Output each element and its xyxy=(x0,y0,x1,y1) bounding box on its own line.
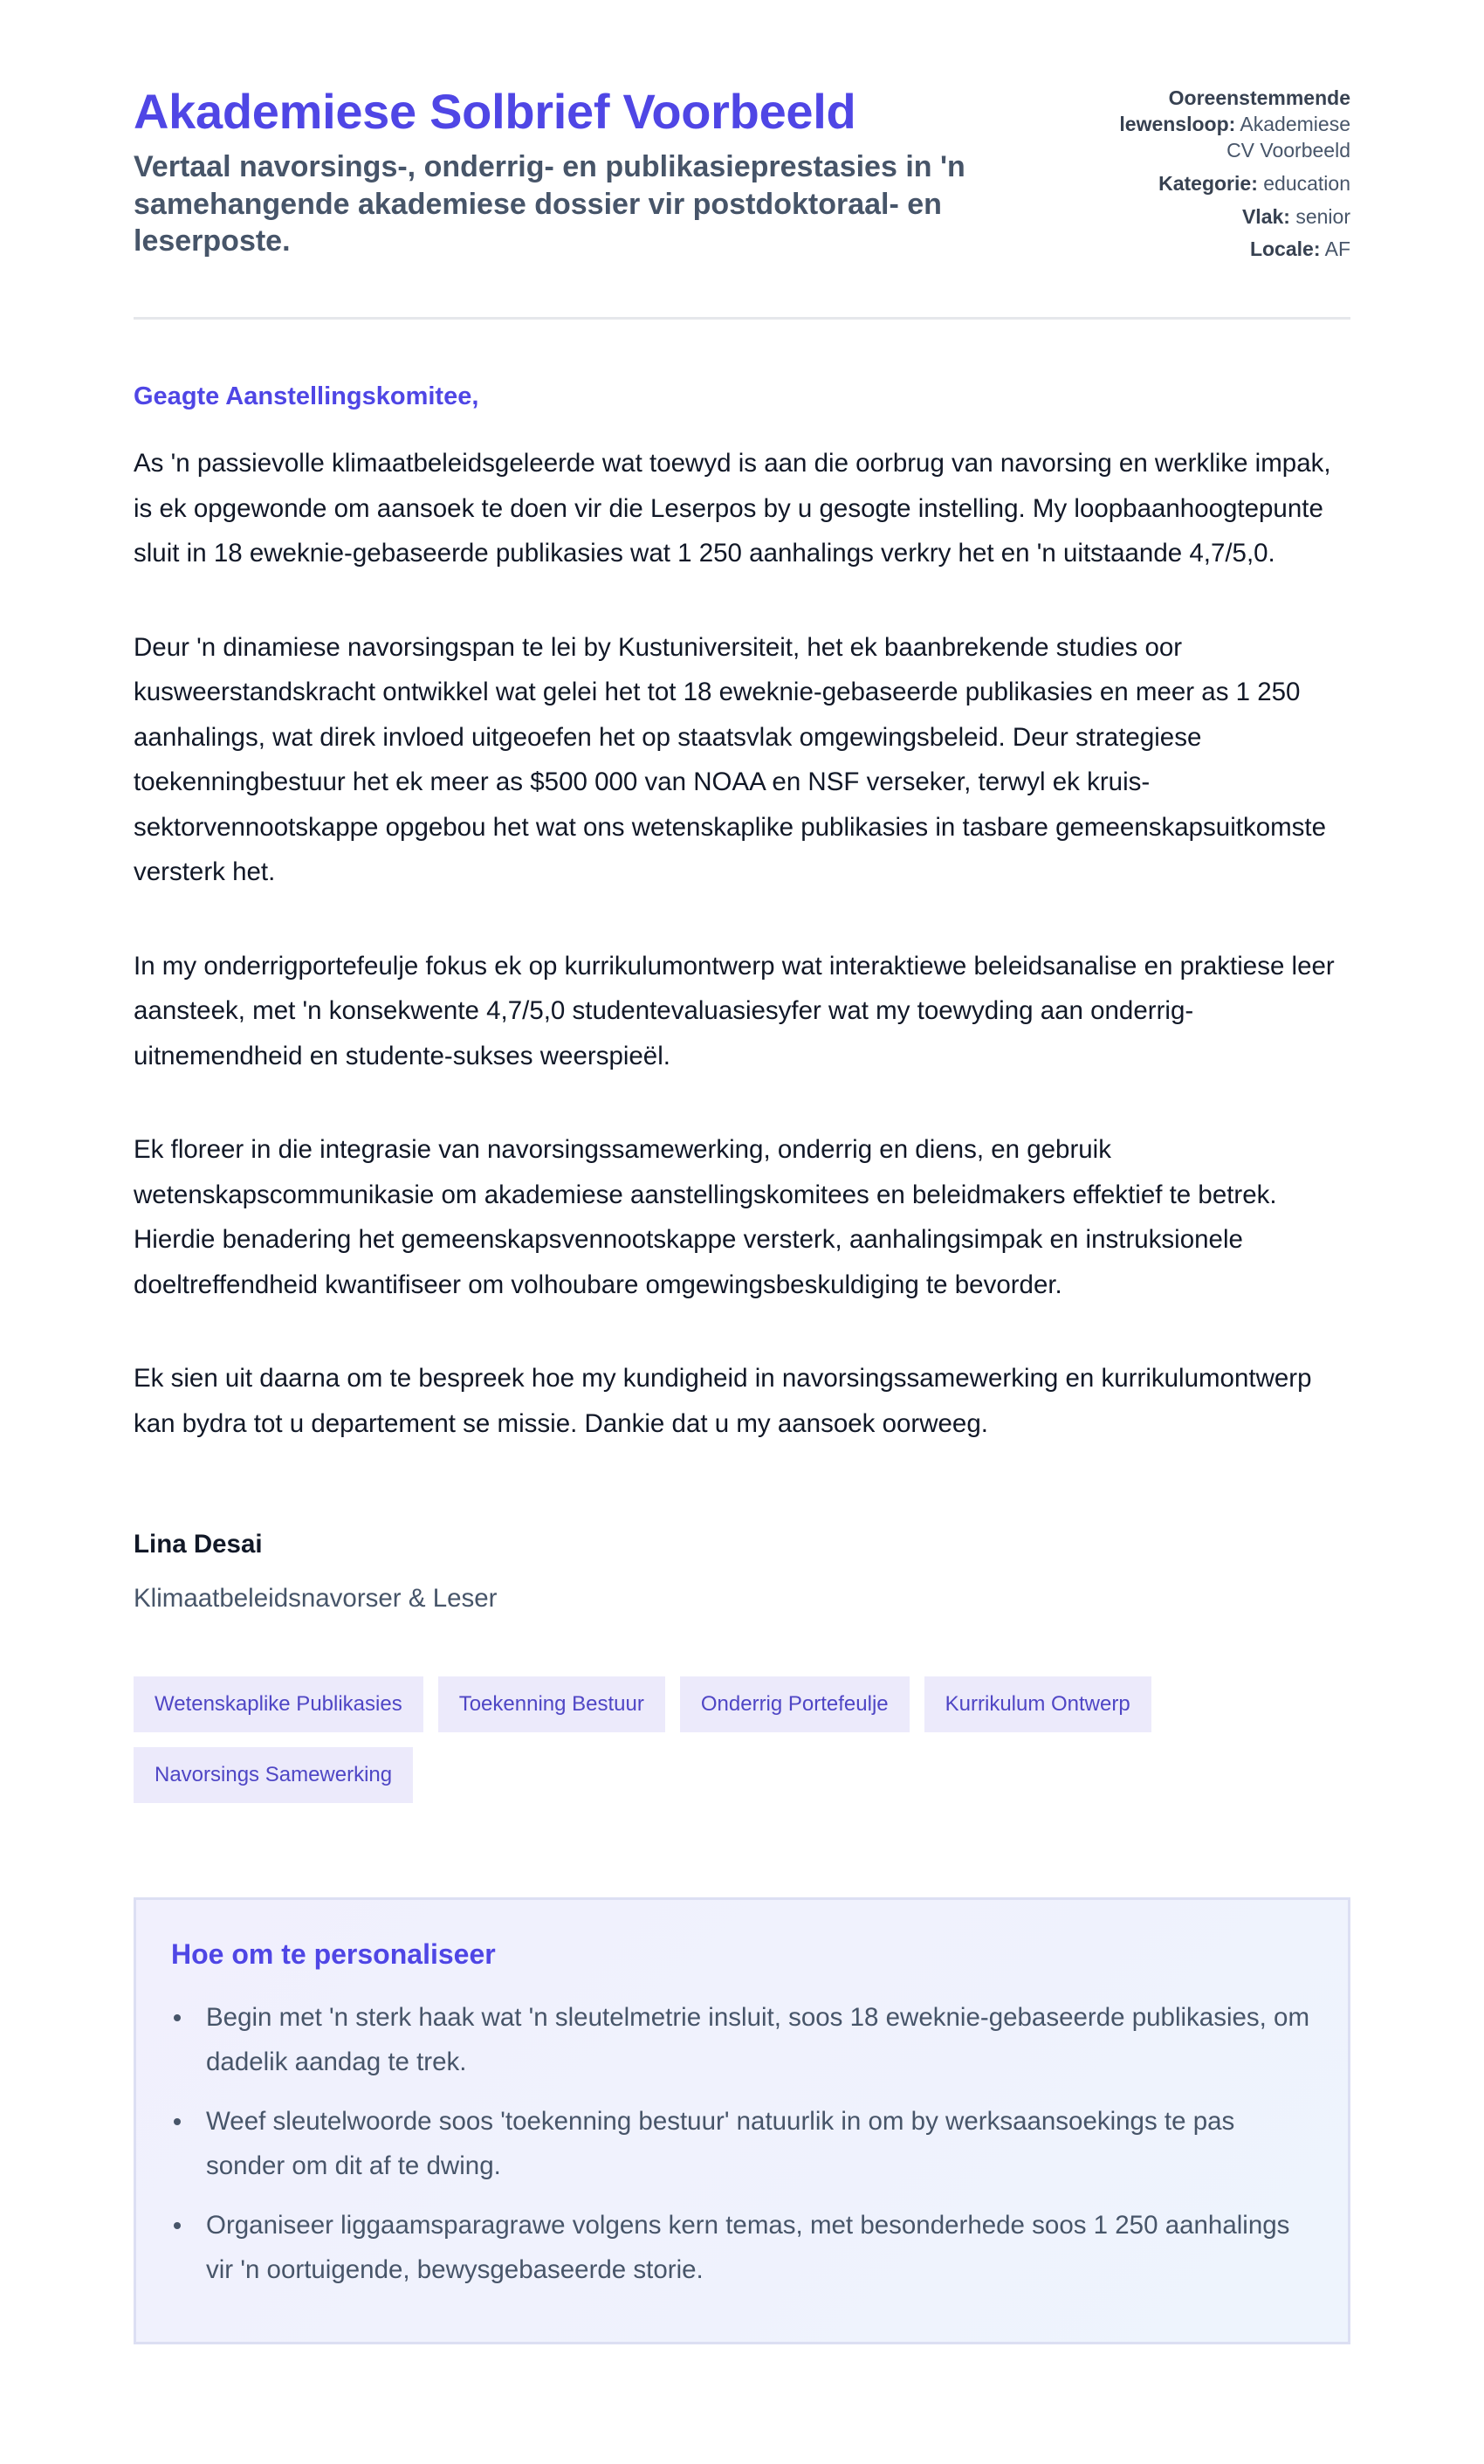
tip-item: Weef sleutelwoorde soos 'toekenning bestuur' natuurlik in om by werksaansoekings te pas sonder om dit af te dwing. xyxy=(171,2099,1313,2188)
keyword-tag: Navorsings Samewerking xyxy=(134,1747,413,1803)
page-title: Akademiese Solbrief Voorbeeld xyxy=(134,84,856,139)
meta-level-label: Vlak: xyxy=(1241,204,1290,228)
keyword-tags xyxy=(134,1676,1373,1803)
signature-block xyxy=(134,1530,1350,1614)
meta-locale-value: AF xyxy=(1324,237,1350,261)
tip-item: Begin met 'n sterk haak wat 'n sleutelmetrie insluit, soos 18 eweknie-gebaseerde publikasies, om dadelik aandag te trek. xyxy=(171,1995,1313,2084)
meta-category-label: Kategorie: xyxy=(1158,171,1258,195)
header-titles xyxy=(134,84,1059,260)
signature-title: Klimaatbeleidsnavorser & Leser xyxy=(134,1584,498,1614)
letter-paragraph: Deur 'n dinamiese navorsingspan te lei by Kustuniversiteit, het ek baanbrekende studies oor kusweerstandskracht ontwikkel wat gelei het tot 18 eweknie-gebaseerde publikasies en meer as 1 250 aanhalings, wat direk invloed uitgeoefen het op staatsvlak omgewingsbeleid. Deur strategiese toekenningbestuur het ek meer as $500 000 van NOAA en NSF verseker, terwyl ek kruis-sektorvennootskappe opgebou het wat ons wetenskaplike publikasies in tasbare gemeenskapsuitkomste versterk het. xyxy=(134,632,1327,887)
signature-name: Lina Desai xyxy=(134,1530,263,1559)
keyword-tag: Onderrig Portefeulje xyxy=(680,1676,910,1732)
keyword-tag: Toekenning Bestuur xyxy=(438,1676,665,1732)
tips-list xyxy=(171,1995,1313,2292)
personalization-tips-box xyxy=(134,1897,1350,2344)
meta-level xyxy=(1089,204,1350,231)
meta-category-value: education xyxy=(1263,171,1350,195)
meta-matching-resume xyxy=(1089,86,1350,164)
page-subtitle: Vertaal navorsings-, onderrig- en publikasieprestasies in 'n samehangende akademiese dossier vir postdoktoraal- en leserposte. xyxy=(134,150,965,258)
letter-paragraph: In my onderrigportefeulje fokus ek op kurrikulumontwerp wat interaktiewe beleidsanalise en praktiese leer aansteek, met 'n konsekwente 4,7/5,0 studentevaluasiesyfer wat my toewyding aan onderrig-uitnemendheid en studente-sukses weerspieël. xyxy=(134,951,1335,1070)
tip-item: Organiseer liggaamsparagrawe volgens kern temas, met besonderhede soos 1 250 aanhalings vir 'n oortuigende, bewysgebaseerde storie. xyxy=(171,2203,1313,2292)
letter-paragraph: As 'n passievolle klimaatbeleidsgeleerde wat toewyd is aan die oorbrug van navorsing en werklike impak, is ek opgewonde om aansoek te doen vir die Leserpos by u gesogte instelling. My loopbaanhoogtepunte sluit in 18 eweknie-gebaseerde publikasies wat 1 250 aanhalings verkry het en 'n uitstaande 4,7/5,0. xyxy=(134,449,1331,568)
letter-paragraph: Ek floreer in die integrasie van navorsingssamewerking, onderrig en diens, en gebruik wetenskapscommunikasie om akademiese aanstellingskomitees en beleidmakers effektief te betrek. Hierdie benadering het gemeenskapsvennootskappe versterk, aanhalingsimpak en instruksionele doeltreffendheid kwantifiseer om volhoubare omgewingsbeskuldiging te bevorder. xyxy=(134,1135,1277,1299)
meta-matching-resume-value: Akademiese CV Voorbeeld xyxy=(1226,112,1350,162)
document-header xyxy=(134,84,1350,320)
letter-paragraph: Ek sien uit daarna om te bespreek hoe my kundigheid in navorsingssamewerking en kurrikulumontwerp kan bydra tot u departement se missie. Dankie dat u my aansoek oorweeg. xyxy=(134,1364,1312,1438)
meta-locale xyxy=(1089,237,1350,263)
letter-greeting: Geagte Aanstellingskomitee, xyxy=(134,382,479,411)
meta-matching-resume-label: Ooreenstemmende lewensloop: xyxy=(1119,86,1350,135)
metadata-panel xyxy=(1089,84,1350,270)
keyword-tag: Kurrikulum Ontwerp xyxy=(924,1676,1151,1732)
tips-title: Hoe om te personaliseer xyxy=(171,1938,496,1971)
meta-level-value: senior xyxy=(1295,204,1350,228)
meta-category xyxy=(1089,171,1350,197)
keyword-tag: Wetenskaplike Publikasies xyxy=(134,1676,423,1732)
meta-locale-label: Locale: xyxy=(1249,237,1321,261)
letter-body xyxy=(134,382,1350,1614)
